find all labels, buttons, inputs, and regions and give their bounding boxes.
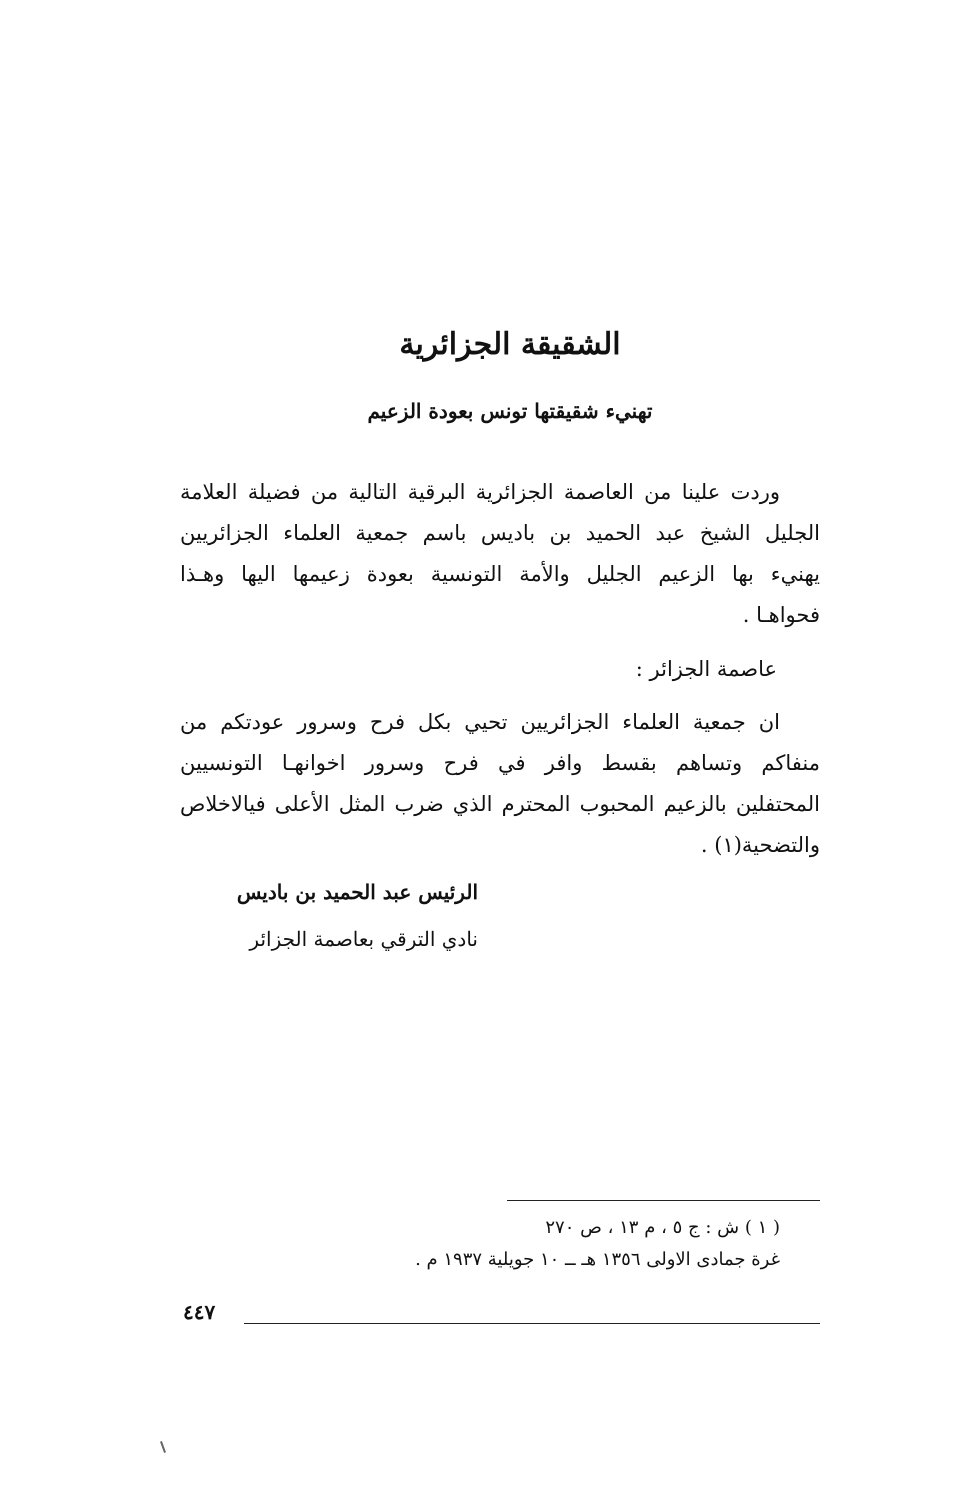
paragraph-line: والتضحية(١) . (700, 833, 820, 857)
scan-speck (160, 1441, 166, 1453)
page-number-rule (244, 1323, 820, 1324)
telegram-salutation: عاصمة الجزائر : (635, 657, 777, 681)
paragraph-line: المحتفلين بالزعيم المحبوب المحترم الذي ضرب المثل الأعلى فيالاخلاص (180, 792, 820, 816)
page-number: ٤٤٧ (183, 1300, 216, 1324)
paragraph-telegram (180, 702, 820, 866)
footnote-line: ( ١ ) ش : ج ٥ ، م ١٣ ، ص ٢٧٠ (545, 1217, 780, 1238)
footnote-line: غرة جمادى الاولى ١٣٥٦ هـ ــ ١٠ جويلية ١٩٣٧ م . (415, 1249, 780, 1270)
paragraph-line: الجليل الشيخ عبد الحميد بن باديس باسم جمعية العلماء الجزائريين (180, 521, 820, 545)
footnote (415, 1212, 780, 1276)
paragraph-line: ان جمعية العلماء الجزائريين تحيي بكل فرح وسرور عودتكم من (180, 710, 780, 734)
paragraph-intro (180, 472, 820, 636)
article-title: الشقيقة الجزائرية (399, 327, 621, 362)
signature-name: الرئيس عبد الحميد بن باديس (236, 880, 478, 904)
paragraph-line: فحواهـا . (742, 603, 820, 627)
article-subtitle: تهنيء شقيقتها تونس بعودة الزعيم (367, 399, 653, 423)
paragraph-line: يهنيء بها الزعيم الجليل والأمة التونسية بعودة زعيمها اليها وهـذا (180, 562, 820, 586)
paragraph-line: منفاكم وتساهم بقسط وافر في فرح وسرور اخوانهـا التونسيين (180, 751, 820, 775)
signature-organization: نادي الترقي بعاصمة الجزائر (249, 927, 478, 951)
footnote-divider (507, 1200, 820, 1201)
paragraph-line: وردت علينا من العاصمة الجزائرية البرقية التالية من فضيلة العلامة (180, 480, 780, 504)
